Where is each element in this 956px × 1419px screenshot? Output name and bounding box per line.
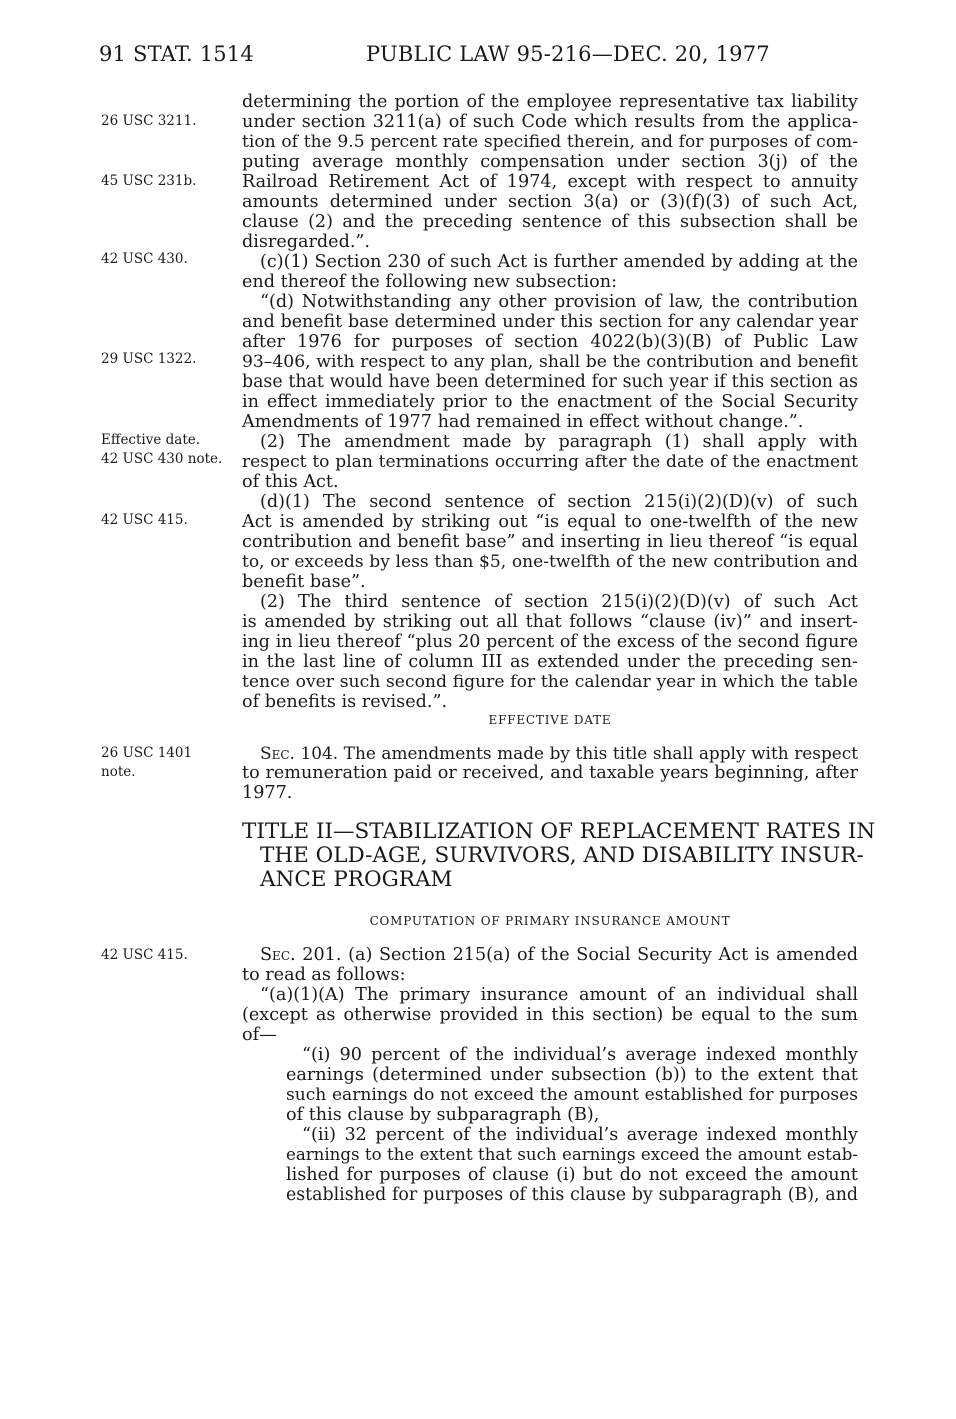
text-line: earnings to the extent that such earnings exceed the amount estab- [286,1145,858,1164]
text-line: ing in lieu thereof “plus 20 percent of the excess of the second figure [242,632,858,652]
margin-note: 45 USC 231b. [101,173,197,189]
text-line: puting average monthly compensation under section 3(j) of the [242,152,858,172]
text-line: 1977. [242,783,293,803]
text-line: contribution and benefit base” and inserting in lieu thereof “is equal [242,532,858,552]
section-201-text [242,945,858,1205]
text-line: lished for purposes of clause (i) but do not exceed the amount [286,1165,858,1185]
text-line: clause (2) and the preceding sentence of this subsection shall be [242,212,858,232]
text-line: respect to plan terminations occurring after the date of the enactment [242,452,858,472]
margin-note: 42 USC 430. [101,251,188,267]
text-line: of this Act. [242,472,339,492]
text-line: tion of the 9.5 percent rate specified therein, and for purposes of com- [242,132,858,152]
text-line: such earnings do not exceed the amount established for purposes [286,1085,858,1105]
margin-note: Effective date. [101,432,201,448]
sec-text: 104. The amendments made by this title shall apply with respect [294,743,858,763]
page-citation: 91 STAT. 1514 [99,42,254,66]
text-line: in effect immediately prior to the enactment of the Social Security [242,392,858,412]
text-line: after 1976 for purposes of section 4022(b)(3)(B) of Public Law [242,332,858,352]
subheading-effective-date: EFFECTIVE DATE [488,713,612,727]
sec-label: Sec. [260,945,296,965]
text-line: (except as otherwise provided in this section) be equal to the sum [242,1005,858,1025]
text-line: (d)(1) The second sentence of section 215(i)(2)(D)(v) of such [260,492,858,512]
margin-note: 26 USC 1401 [101,745,193,761]
text-line: “(i) 90 percent of the individual’s average indexed monthly [302,1045,858,1065]
text-line: to remuneration paid or received, and taxable years beginning, after [242,763,858,783]
text-line: determining the portion of the employee representative tax liability [242,92,858,112]
text-line: is amended by striking out all that follows “clause (iv)” and insert- [242,612,858,632]
text-line: Amendments of 1977 had remained in effect without change.”. [242,412,804,432]
section-103-text [242,92,858,712]
title-heading [242,820,882,892]
text-line: “(a)(1)(A) The primary insurance amount of an individual shall [260,985,858,1005]
text-line: tence over such second figure for the calendar year in which the table [242,672,858,692]
text-line [242,743,858,763]
text-line: earnings (determined under subsection (b)) to the extent that [286,1065,858,1085]
sec-text: 201. (a) Section 215(a) of the Social Security Act is amended [295,945,858,965]
text-line: end thereof the following new subsection: [242,272,618,292]
text-line: of— [242,1025,277,1045]
text-line: benefit base”. [242,572,366,592]
text-line: Railroad Retirement Act of 1974, except with respect to annuity [242,172,858,192]
text-line: amounts determined under section 3(a) or (3)(f)(3) of such Act, [242,192,858,212]
text-line: to read as follows: [242,965,406,985]
section-104-text [242,743,858,803]
running-head: PUBLIC LAW 95-216—DEC. 20, 1977 [366,42,770,66]
title-line: THE OLD-AGE, SURVIVORS, AND DISABILITY INSUR- [260,843,864,868]
text-line: of benefits is revised.”. [242,692,448,712]
text-line: 93–406, with respect to any plan, shall be the contribution and benefit [242,352,858,372]
text-line: under section 3211(a) of such Code which results from the applica- [242,112,858,132]
text-line: established for purposes of this clause by subparagraph (B), and [286,1185,858,1205]
text-line: (2) The amendment made by paragraph (1) shall apply with [260,432,858,452]
text-line: base that would have been determined for such year if this section as [242,372,858,392]
margin-note: 42 USC 415. [101,947,188,963]
margin-note: 26 USC 3211. [101,113,197,129]
title-line: ANCE PROGRAM [260,867,453,892]
text-line: of this clause by subparagraph (B), [286,1105,600,1125]
text-line: Act is amended by striking out “is equal to one-twelfth of the new [242,512,858,532]
text-line: “(d) Notwithstanding any other provision of law, the contribution [260,292,858,312]
text-line: to, or exceeds by less than $5, one-twelfth of the new contribution and [242,552,858,572]
title-line: TITLE II—STABILIZATION OF REPLACEMENT RATES IN [242,819,876,844]
text-line [242,945,858,965]
text-line: disregarded.”. [242,232,371,252]
margin-note: 42 USC 415. [101,512,188,528]
margin-note: note. [101,764,136,780]
text-line: “(ii) 32 percent of the individual’s average indexed monthly [302,1125,858,1145]
text-line: (2) The third sentence of section 215(i)(2)(D)(v) of such Act [260,592,858,612]
text-line: (c)(1) Section 230 of such Act is further amended by adding at the [260,252,858,272]
margin-note: 42 USC 430 note. [101,451,223,467]
subheading-computation: COMPUTATION OF PRIMARY INSURANCE AMOUNT [369,914,731,928]
text-line: in the last line of column III as extended under the preceding sen- [242,652,858,672]
sec-label: Sec. [260,743,295,763]
margin-note: 29 USC 1322. [101,351,197,367]
text-line: and benefit base determined under this section for any calendar year [242,312,858,332]
